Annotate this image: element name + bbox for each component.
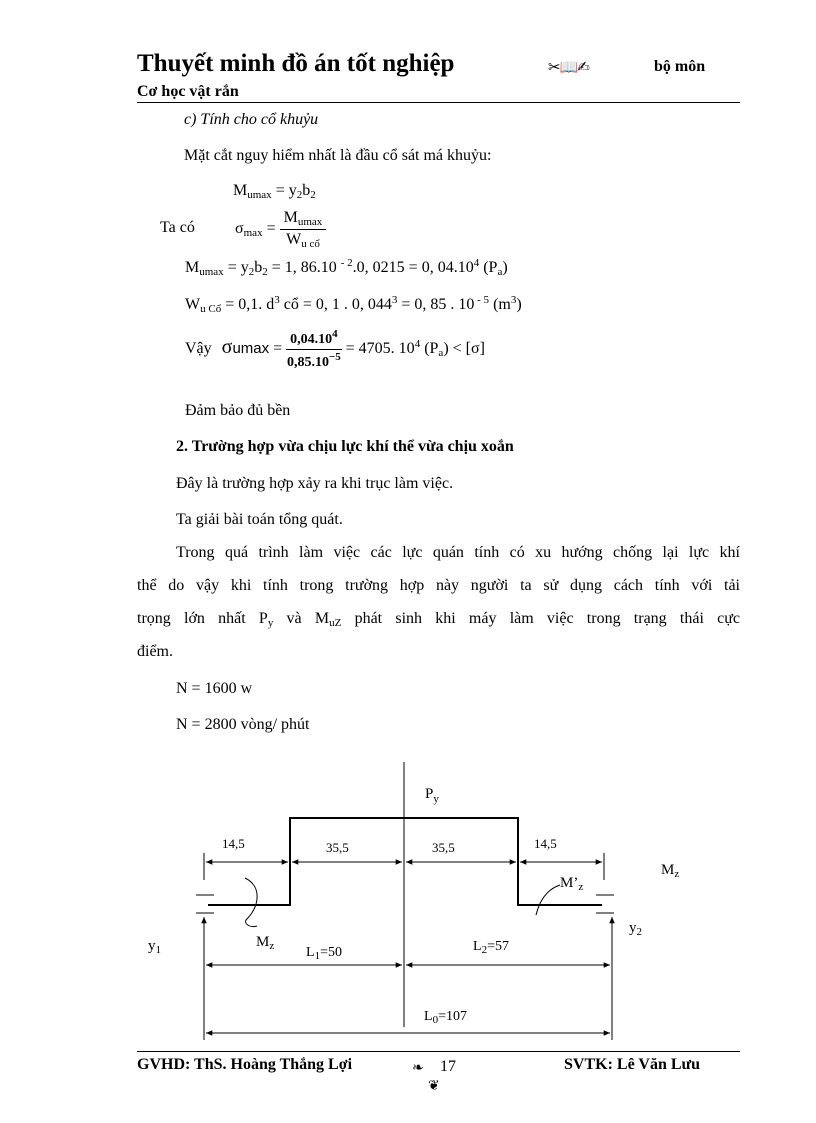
durability-conclusion: Đảm bảo đủ bền (185, 402, 291, 419)
ta-co-label: Ta có (160, 219, 195, 236)
paragraph-line-4: điểm. (137, 643, 173, 660)
length-l0-label: $L_0=107$ (424, 1009, 467, 1026)
footer-supervisor: GVHD: ThS. Hoàng Thắng Lợi (137, 1056, 353, 1073)
paragraph-working-case: Đây là trường hợp xảy ra khi trục làm việc. (176, 475, 454, 492)
footer-student: SVTK: Lê Văn Lưu (564, 1056, 701, 1073)
dim-left-end: 14,5 (222, 836, 245, 851)
equation-stress-check: Vậy σumax = $\frac{0,04.10^4}{0,85.10^{-5}}$ = 4705. $10^4$ (Pa) < [σ] (185, 328, 485, 370)
equation-moment-value: Mumax = y2b2 = 1, 86.10 $^{- 2}$.0, 0215 = 0, 04.10$^4$ (Pa) (185, 257, 508, 278)
paragraph-line-2: thể do vậy khi tính trong trường hợp này người ta sử dụng cách tính với tải (137, 577, 740, 594)
document-subtitle: Cơ học vật rắn (137, 83, 239, 100)
section-2-heading: 2. Trường hợp vừa chịu lực khí thể vừa chịu xoắn (176, 438, 514, 455)
paragraph-line-3: trọng lớn nhất Py và MuZ phát sinh khi máy làm việc trong trạng thái cực (137, 610, 741, 629)
length-l2-label: $L_2=57$ (473, 939, 509, 956)
equation-sigma-max: σmax = $\frac{Mumax}{\text{Wu cổ}}$ (235, 209, 326, 250)
footer-ornament-bottom-icon: ❦ (428, 1078, 440, 1094)
length-l1-label: $L_1=50$ (306, 945, 342, 962)
force-py-label: $P_y$ (425, 786, 439, 805)
footer-rule (137, 1051, 740, 1052)
dim-right-end: 14,5 (534, 836, 557, 851)
paragraph-general-problem: Ta giải bài toán tổng quát. (176, 511, 343, 528)
moment-mprime-label: $M’_z$ (560, 875, 584, 893)
power-value: N = 1600 w (176, 680, 253, 697)
moment-mz-left-label: $M_z$ (256, 934, 275, 952)
reaction-y2-label: $y_2$ (629, 920, 642, 938)
speed-value: N = 2800 vòng/ phút (176, 716, 310, 733)
department-label: bộ môn (654, 58, 706, 75)
document-title: Thuyết minh đồ án tốt nghiệp (137, 50, 455, 77)
dim-left-mid: 35,5 (326, 840, 349, 855)
page-number: 17 (440, 1058, 456, 1075)
reaction-y1-label: $y_1$ (148, 938, 161, 956)
equation-moment: Mumax = y2b2 (233, 182, 316, 201)
equation-section-modulus: Wu Cổ = 0,1. $d^3$ cổ = 0, 1 . 0, $044^3 = 0$, 85 . 10 $^{- 5}$ $(m^3)$ (185, 294, 522, 315)
dim-right-mid: 35,5 (432, 840, 455, 855)
section-c-heading: c) Tính cho cổ khuỷu (184, 111, 319, 128)
danger-section-text: Mặt cắt nguy hiểm nhất là đầu cổ sát má khuỷu: (184, 147, 492, 164)
paragraph-line-1: Trong quá trình làm việc các lực quán tính có xu hướng chống lại lực khí (176, 544, 740, 561)
header-ornament-icon: ✂📖✍ (548, 58, 589, 76)
moment-mz-right-label: $M_z$ (661, 862, 680, 880)
footer-ornament-top-icon: ❧ (412, 1060, 424, 1076)
